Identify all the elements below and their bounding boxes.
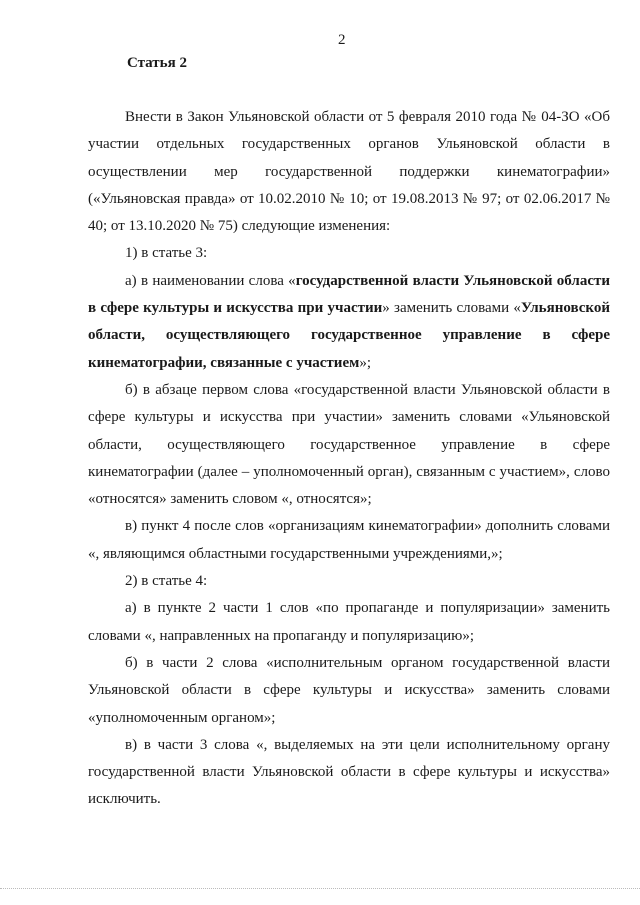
- paragraph-item-1a: [88, 268, 610, 377]
- document-body: [88, 104, 610, 814]
- paragraph-item-1b: б) в абзаце первом слова «государственной власти Ульяновской области в сфере культуры и искусства при участии» заменить словами «Ульяновской области, осуществляющего государственное управление в сфере кинематографии (далее – уполномоченный орган), связанным с участием», слово «относятся» заменить словом «, относятся»;: [88, 381, 610, 508]
- paragraph-item-2: 2) в статье 4:: [125, 573, 208, 590]
- article-title: Статья 2: [127, 55, 187, 71]
- item-1a-middle: » заменить словами «: [382, 300, 521, 317]
- item-1a-bold-old-words: государственной власти Ульяновской области в сфере культуры и искусства при участии: [88, 272, 610, 317]
- paragraph-item-2b: б) в части 2 слова «исполнительным органом государственной власти Ульяновской области в сфере культуры и искусства» заменить словами «уполномоченным органом»;: [88, 654, 610, 726]
- item-1a-prefix: а) в наименовании слова «: [125, 272, 296, 289]
- paragraph-item-2c: в) в части 3 слова «, выделяемых на эти цели исполнительному органу государственной власти Ульяновской области в сфере культуры и искусства» исключить.: [88, 736, 610, 808]
- paragraph-item-1: 1) в статье 3:: [125, 245, 208, 262]
- page-number: 2: [338, 32, 346, 48]
- item-1a-suffix: »;: [359, 354, 371, 371]
- paragraph-item-1c: в) пункт 4 после слов «организациям кинематографии» дополнить словами «, являющимся областными государственными учреждениями,»;: [88, 518, 610, 562]
- paragraph-intro: Внести в Закон Ульяновской области от 5 февраля 2010 года № 04-ЗО «Об участии отдельных государственных органов Ульяновской области в осуществлении мер государственной поддержки кинематографии» («Ульяновская правда» от 10.02.2010 № 10; от 19.08.2013 № 97; от 02.06.2017 № 40; от 13.10.2020 № 75) следующие изменения:: [88, 109, 610, 235]
- paragraph-item-2a: а) в пункте 2 части 1 слов «по пропаганде и популяризации» заменить словами «, направленных на пропаганду и популяризацию»;: [88, 600, 610, 644]
- item-1a-bold-new-words: Ульяновской области, осуществляющего государственное управление в сфере кинематографии, связанные с участием: [88, 300, 611, 371]
- scan-bottom-edge: [0, 888, 640, 890]
